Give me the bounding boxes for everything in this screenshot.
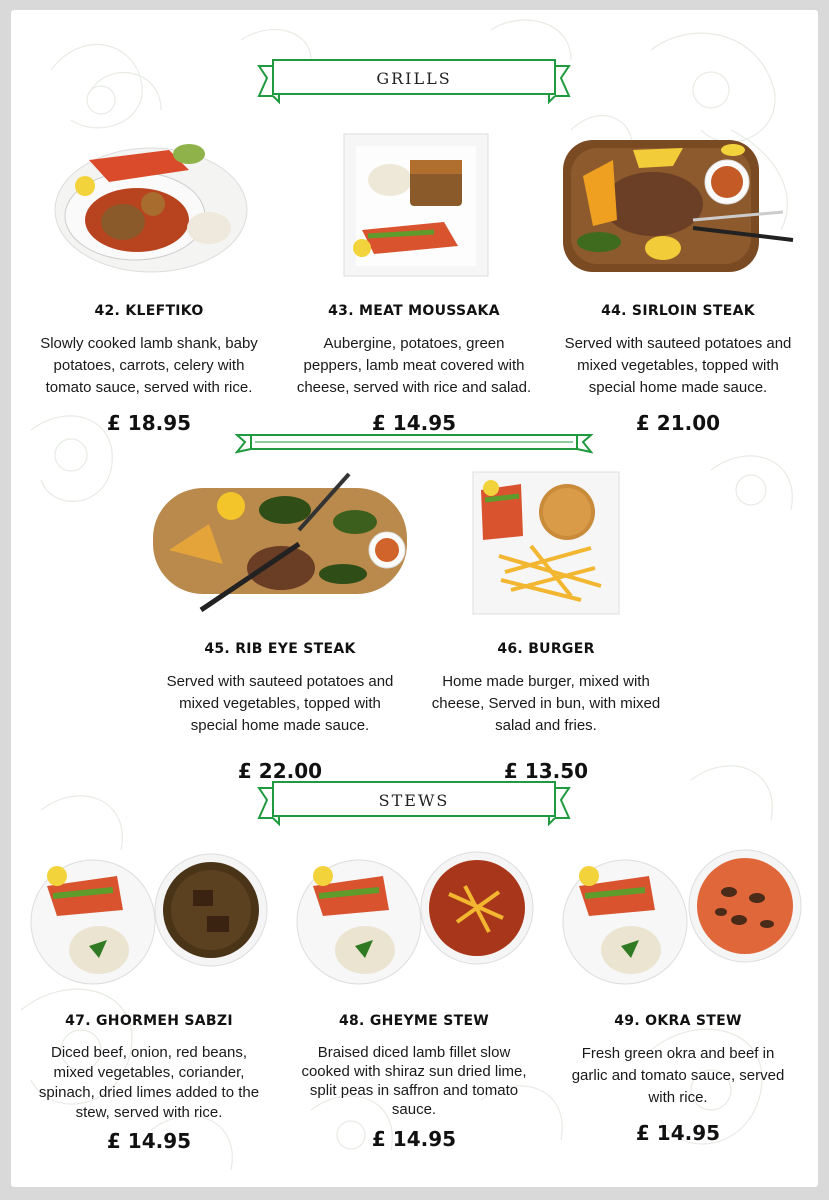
item-name: 48. GHEYME STEW [338, 1013, 490, 1029]
food-photo-sirloin-steak [553, 130, 803, 280]
desc-line: Braised diced lamb fillet slow [317, 1044, 511, 1061]
item-name: 43. MEAT MOUSSAKA [328, 303, 500, 319]
item-description [283, 1043, 545, 1119]
desc-line: Home made burger, mixed with [442, 673, 650, 690]
menu-item-okra-stew [547, 846, 809, 1145]
desc-line: potatoes, carrots, celery with [53, 357, 245, 374]
item-name: 45. RIB EYE STEAK [204, 641, 356, 657]
desc-line: peppers, lamb meat covered with [303, 357, 525, 374]
food-photo-gheyme-stew [289, 846, 539, 986]
section-banner-grills [257, 56, 571, 104]
desc-line: Slowly cooked lamb shank, baby [40, 335, 258, 352]
divider-frame-icon [235, 430, 593, 456]
food-photo-okra-stew [553, 846, 803, 986]
desc-line: special home made sauce. [588, 379, 768, 396]
item-name: 44. SIRLOIN STEAK [601, 303, 755, 319]
menu-item-meat-moussaka [283, 130, 545, 435]
food-photo-meat-moussaka [334, 130, 494, 280]
desc-line: Aubergine, potatoes, green [323, 335, 505, 352]
item-description [547, 1043, 809, 1109]
desc-line: stew, served with rice. [75, 1104, 223, 1121]
menu-item-gheyme-stew [283, 846, 545, 1151]
desc-line: split peas in saffron and tomato [309, 1082, 519, 1099]
food-photo-burger [471, 470, 621, 616]
item-price: £ 14.95 [635, 1121, 721, 1145]
section-title-grills: GRILLS [376, 69, 452, 88]
desc-line: salad and fries. [495, 717, 597, 734]
desc-line: garlic and tomato sauce, served [571, 1067, 785, 1084]
item-description [415, 671, 677, 737]
desc-line: Served with sauteed potatoes and [166, 673, 394, 690]
desc-line: with rice. [648, 1089, 708, 1106]
desc-line: special home made sauce. [190, 717, 370, 734]
section-divider [235, 430, 593, 456]
item-description [283, 333, 545, 399]
item-description [547, 333, 809, 399]
item-price: £ 14.95 [371, 1127, 457, 1151]
item-price: £ 13.50 [503, 759, 589, 783]
item-name: 46. BURGER [497, 641, 595, 657]
desc-line: Fresh green okra and beef in [581, 1045, 775, 1062]
food-photo-ghormeh-sabzi [27, 846, 271, 986]
desc-line: cheese, served with rice and salad. [296, 379, 532, 396]
menu-item-sirloin-steak [547, 130, 809, 435]
desc-line: cooked with shiraz sun dried lime, [301, 1063, 527, 1080]
item-description [27, 1043, 271, 1123]
item-price: £ 14.95 [106, 1129, 192, 1153]
desc-line: tomato sauce, served with rice. [45, 379, 253, 396]
section-title-stews: STEWS [378, 791, 450, 810]
item-name: 47. GHORMEH SABZI [65, 1013, 233, 1029]
item-name: 42. KLEFTIKO [94, 303, 204, 319]
desc-line: mixed vegetables, topped with [179, 695, 381, 712]
desc-line: spinach, dried limes added to the [38, 1084, 260, 1101]
desc-line: Diced beef, onion, red beans, [51, 1044, 247, 1061]
menu-item-burger [415, 470, 677, 783]
item-description [27, 333, 271, 399]
menu-item-kleftiko [27, 130, 271, 435]
food-photo-kleftiko [49, 130, 249, 280]
menu-item-rib-eye-steak [149, 470, 411, 783]
menu-item-ghormeh-sabzi [27, 846, 271, 1153]
item-price: £ 14.95 [371, 411, 457, 435]
food-photo-rib-eye-steak [149, 470, 411, 612]
desc-line: sauce. [391, 1101, 437, 1118]
item-name: 49. OKRA STEW [614, 1013, 742, 1029]
item-price: £ 22.00 [237, 759, 323, 783]
desc-line: Served with sauteed potatoes and [564, 335, 792, 352]
desc-line: mixed vegetables, coriander, [53, 1064, 245, 1081]
desc-line: mixed vegetables, topped with [577, 357, 779, 374]
desc-line: cheese, Served in bun, with mixed [431, 695, 661, 712]
section-banner-stews [257, 778, 571, 826]
menu-page [11, 10, 818, 1187]
item-price: £ 18.95 [106, 411, 192, 435]
item-description [149, 671, 411, 737]
item-price: £ 21.00 [635, 411, 721, 435]
